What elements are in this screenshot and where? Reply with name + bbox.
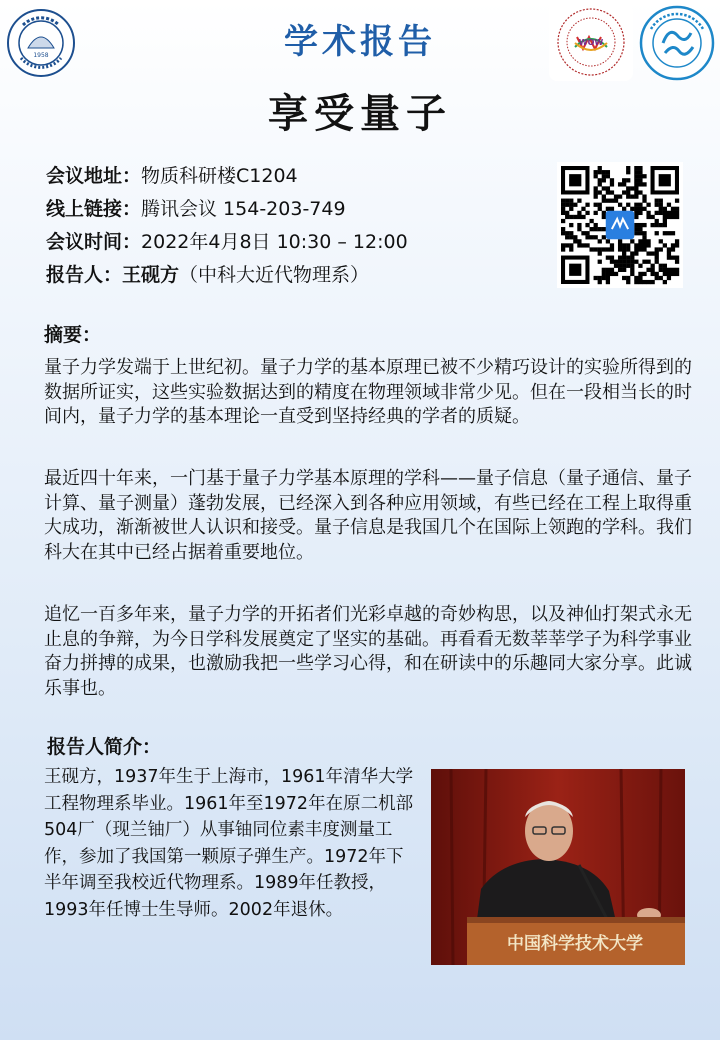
abstract-heading: 摘要： — [44, 324, 102, 346]
report-type-title: 学术报告 — [284, 22, 436, 62]
logo-year: 1958 — [33, 52, 49, 59]
link-value[interactable]: 腾讯会议 154-203-749 — [141, 198, 346, 220]
speaker-row — [46, 259, 408, 292]
abstract-paragraph-1: 量子力学发端于上世纪初。量子力学的基本原理已被不少精巧设计的实验所得到的数据所证实，这些实验数据达到的精度在物理领域非常少见。但在一段相当长的时间内，量子力学的基本理论一直受到坚持经典的学者的质疑。 — [44, 357, 692, 427]
time-label: 会议时间： — [46, 231, 142, 253]
speaker-photo — [431, 769, 685, 965]
location-row — [46, 160, 408, 193]
bio-heading: 报告人简介： — [47, 736, 162, 758]
speaker-bio: 王砚方，1937年生于上海市，1961年清华大学工程物理系毕业。1961年至1972年在原二机部504厂（现兰铀厂）从事铀同位素丰度测量工作，参加了我国第一颗原子弹生产。1972年下半年调至我校近代物理系。1989年任教授，1993年任博士生导师。2002年退休。 — [44, 767, 414, 920]
speaker-label: 报告人： — [46, 264, 123, 286]
talk-title: 享受量子 — [268, 90, 452, 137]
link-label: 线上链接： — [46, 198, 142, 220]
time-value: 2022年4月8日 10:30 – 12:00 — [141, 231, 408, 253]
meeting-info — [46, 160, 408, 292]
podium-text: 中国科学技术大学 — [507, 934, 643, 954]
location-value: 物质科研楼C1204 — [141, 165, 298, 187]
location-label: 会议地址： — [46, 165, 142, 187]
abstract-paragraph-2: 最近四十年来，一门基于量子力学基本原理的学科——量子信息（量子通信、量子计算、量子测量）蓬勃发展，已经深入到各种应用领域，有些已经在工程上取得重大成功，渐渐被世人认识和接受。量子信息是我国几个在国际上领跑的学科。我们科大在其中已经占据着重要地位。 — [44, 468, 692, 563]
abstract-paragraph-3: 追忆一百多年来，量子力学的开拓者们光彩卓越的奇妙构思，以及神仙打架式永无止息的争辩，为今日学科发展奠定了坚实的基础。再看看无数莘莘学子为科学事业奋力拼搏的成果，也激励我把一些学习心得，和在研读中的乐趣同大家分享。此诚乐事也。 — [44, 604, 692, 699]
speaker-name: 王砚方 — [122, 264, 180, 286]
speaker-affiliation: （中科大近代物理系） — [179, 264, 370, 286]
time-row — [46, 226, 408, 259]
logo-center-text: WOW — [578, 38, 604, 47]
meeting-qr-code[interactable] — [557, 162, 683, 288]
link-row — [46, 193, 408, 226]
